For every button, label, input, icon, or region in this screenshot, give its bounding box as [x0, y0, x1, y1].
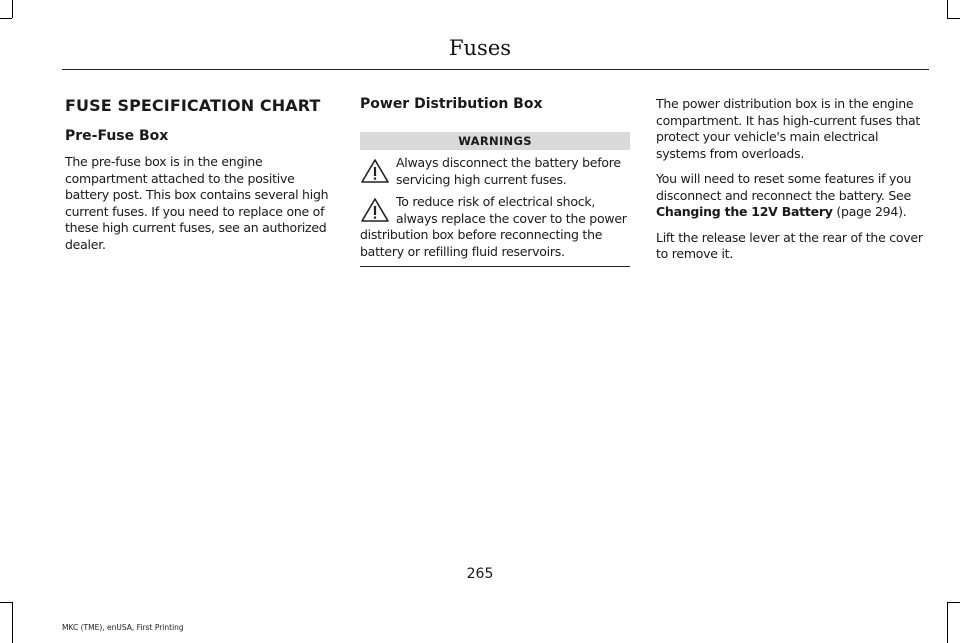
warning-item	[360, 155, 630, 188]
body-text: You will need to reset some features if you disconnect and reconnect the battery. See	[656, 171, 912, 203]
column-right	[656, 96, 926, 272]
subsection-heading: Power Distribution Box	[360, 96, 543, 112]
crop-mark-bottom-right-v	[947, 602, 948, 643]
cross-reference-link[interactable]: Changing the 12V Battery	[656, 204, 833, 219]
warnings-bottom-rule	[360, 266, 630, 267]
crop-mark-top-right-v	[947, 0, 948, 18]
warning-triangle-icon	[360, 196, 390, 224]
warning-item	[360, 194, 630, 260]
column-middle	[360, 96, 630, 267]
crop-mark-top-left-v	[12, 0, 13, 18]
crop-mark-top-right-h	[947, 18, 960, 19]
warning-text: To reduce risk of electrical shock, always replace the cover to the power distribution box before reconnecting the battery or refilling fluid reservoirs.	[360, 194, 627, 259]
page-reference: (page 294).	[832, 204, 907, 219]
header-rule	[62, 69, 929, 70]
crop-mark-top-left-h	[0, 18, 12, 19]
warning-triangle-icon	[360, 157, 390, 185]
warnings-header: WARNINGS	[360, 132, 630, 150]
crop-mark-bottom-left-h	[0, 602, 12, 603]
page-number: 265	[466, 566, 494, 582]
body-paragraph: The pre-fuse box is in the engine compartment attached to the positive battery post. This box contains several high current fuses. If you need to replace one of these high current fuses, see an authorized dealer.	[65, 154, 329, 252]
column-left	[65, 96, 335, 262]
body-paragraph: Lift the release lever at the rear of the cover to remove it.	[656, 229, 923, 261]
body-paragraph-with-link	[656, 171, 926, 221]
subsection-heading: Pre-Fuse Box	[65, 128, 169, 144]
page-title: Fuses	[448, 36, 512, 60]
footer-text: MKC (TME), enUSA, First Printing	[62, 623, 184, 632]
crop-mark-bottom-right-h	[947, 602, 960, 603]
warning-text: Always disconnect the battery before servicing high current fuses.	[396, 155, 621, 187]
body-paragraph: The power distribution box is in the engine compartment. It has high-current fuses that protect your vehicle's main electrical systems from overloads.	[656, 96, 921, 161]
section-heading: FUSE SPECIFICATION CHART	[65, 96, 321, 115]
crop-mark-bottom-left-v	[12, 602, 13, 643]
